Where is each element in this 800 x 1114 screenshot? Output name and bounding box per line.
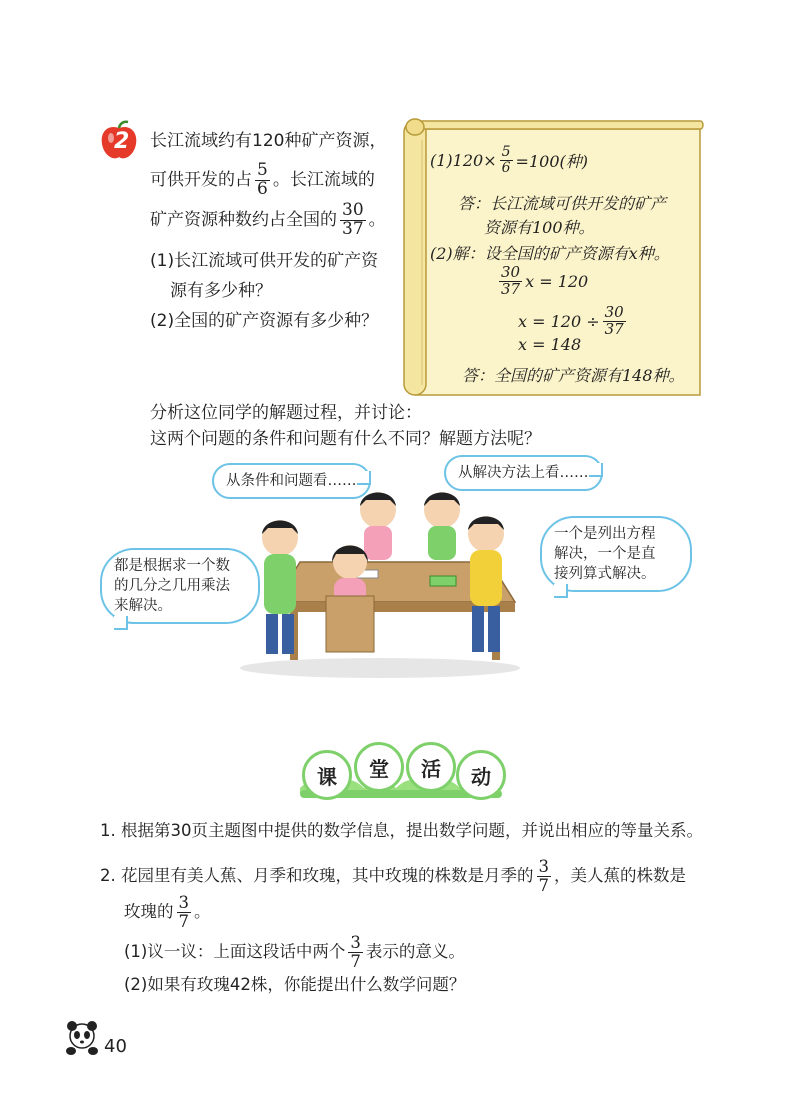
scroll-step-2: (2)解：设全国的矿产资源有x种。 xyxy=(430,244,670,263)
scroll-answer-1a: 答：长江流域可供开发的矿产 xyxy=(458,194,667,213)
bubble-left-line-2: 的几分之几用乘法 xyxy=(114,578,230,594)
scroll-equation-1-rest: x = 120 xyxy=(525,271,589,291)
exercise-2-text: 2. 花园里有美人蕉、月季和玫瑰，其中玫瑰的株数是月季的 xyxy=(100,866,534,885)
exercise-2-sub-1-text: (1)议一议：上面这段话中两个 xyxy=(124,942,346,961)
bubble-text-top-left: 从条件和问题看…… xyxy=(226,473,357,489)
problem-line-2-text: 可供开发的占 xyxy=(150,170,252,190)
scroll-equation-2-text: x = 120 ÷ xyxy=(518,311,600,331)
problem-line-2-suffix: 。长江流域的 xyxy=(272,170,375,190)
scroll-equation-1 xyxy=(496,265,588,298)
page-number: 40 xyxy=(104,1036,127,1057)
speech-bubble-top-right xyxy=(444,455,603,491)
speech-bubble-right xyxy=(540,516,692,592)
exercise-2-fraction: $\frac{3}{7}$ xyxy=(538,857,549,895)
exercise-2-sub-1 xyxy=(124,932,465,972)
bubble-left-line-3: 来解决。 xyxy=(114,598,172,614)
discussion-line-1: 分析这位同学的解题过程，并讨论： xyxy=(150,403,422,423)
scroll-step-1-expr: 120× xyxy=(452,150,497,170)
activity-char-4: 动 xyxy=(456,750,506,800)
fraction-thirty-thirtyseventh: $\frac{30}{37}$ xyxy=(342,199,364,239)
panda-icon xyxy=(62,1018,102,1058)
problem-line-1: 长江流域约有120种矿产资源， xyxy=(150,131,387,151)
activity-char-3: 活 xyxy=(406,742,456,792)
scroll-fraction-five-sixths: $\frac{5}{6}$ xyxy=(501,144,511,176)
exercise-2-sub-1-fraction: $\frac{3}{7}$ xyxy=(350,933,361,971)
problem-number: 2 xyxy=(114,129,130,154)
bubble-text-top-right: 从解决方法上看…… xyxy=(458,465,589,481)
question-1 xyxy=(150,246,410,306)
scroll-step-1-label: (1) xyxy=(430,150,453,170)
speech-bubble-left xyxy=(100,548,260,624)
problem-line-2 xyxy=(150,160,410,200)
activity-char-1: 课 xyxy=(302,750,352,800)
scroll-step-1-result: =100(种) xyxy=(515,151,588,171)
problem-line-3-suffix: 。 xyxy=(368,210,386,230)
solution-scroll xyxy=(400,115,705,400)
fraction-five-sixths: $\frac{5}{6}$ xyxy=(257,159,268,199)
discussion-line-2: 这两个问题的条件和问题有什么不同？解题方法呢？ xyxy=(150,429,541,449)
exercise-2-sub-1-suffix: 表示的意义。 xyxy=(365,942,465,961)
scroll-fraction-eq2: $\frac{30}{37}$ xyxy=(604,303,624,338)
exercise-2-suffix: ，美人蕉的株数是 xyxy=(554,866,686,885)
scroll-answer-1b: 资源有100种。 xyxy=(484,218,595,237)
speech-bubble-top-left xyxy=(212,463,371,499)
question-1-line-b: 源有多少种？ xyxy=(170,281,272,301)
bubble-left-line-1: 都是根据求一个数 xyxy=(114,558,230,574)
scroll-answer-2: 答：全国的矿产资源有148种。 xyxy=(462,366,685,385)
class-activity-banner xyxy=(296,742,506,804)
exercise-2-line-2 xyxy=(124,892,211,932)
scroll-equation-3: x = 148 xyxy=(518,335,582,354)
activity-char-2: 堂 xyxy=(354,742,404,792)
exercise-2-line-2-text: 玫瑰的 xyxy=(124,902,174,921)
bubble-right-line-1: 一个是列出方程 xyxy=(554,526,656,542)
scroll-equation-2 xyxy=(518,305,629,338)
exercise-2-line-1 xyxy=(100,856,686,896)
exercise-2-sub-2: (2)如果有玫瑰42株，你能提出什么数学问题？ xyxy=(124,975,466,994)
problem-line-3 xyxy=(150,200,410,240)
problem-line-3-text: 矿产资源种数约占全国的 xyxy=(150,210,337,230)
scroll-fraction-eq1: $\frac{30}{37}$ xyxy=(501,263,521,298)
bubble-right-line-3: 接列算式解决。 xyxy=(554,566,656,582)
problem-badge xyxy=(98,120,140,162)
bubble-right-line-2: 解决，一个是直 xyxy=(554,546,656,562)
students-table-illustration xyxy=(230,470,530,680)
exercise-2-line-2-fraction: $\frac{3}{7}$ xyxy=(178,893,189,931)
classroom-illustration xyxy=(230,470,530,680)
problem-text xyxy=(150,126,410,336)
exercise-2-line-2-suffix: 。 xyxy=(194,902,211,921)
question-2: (2)全国的矿产资源有多少种？ xyxy=(150,311,379,331)
scroll-step-1 xyxy=(430,145,588,175)
question-1-line-a: (1)长江流域可供开发的矿产资 xyxy=(150,251,379,271)
exercise-1: 1. 根据第30页主题图中提供的数学信息，提出数学问题，并说出相应的等量关系。 xyxy=(100,821,703,840)
